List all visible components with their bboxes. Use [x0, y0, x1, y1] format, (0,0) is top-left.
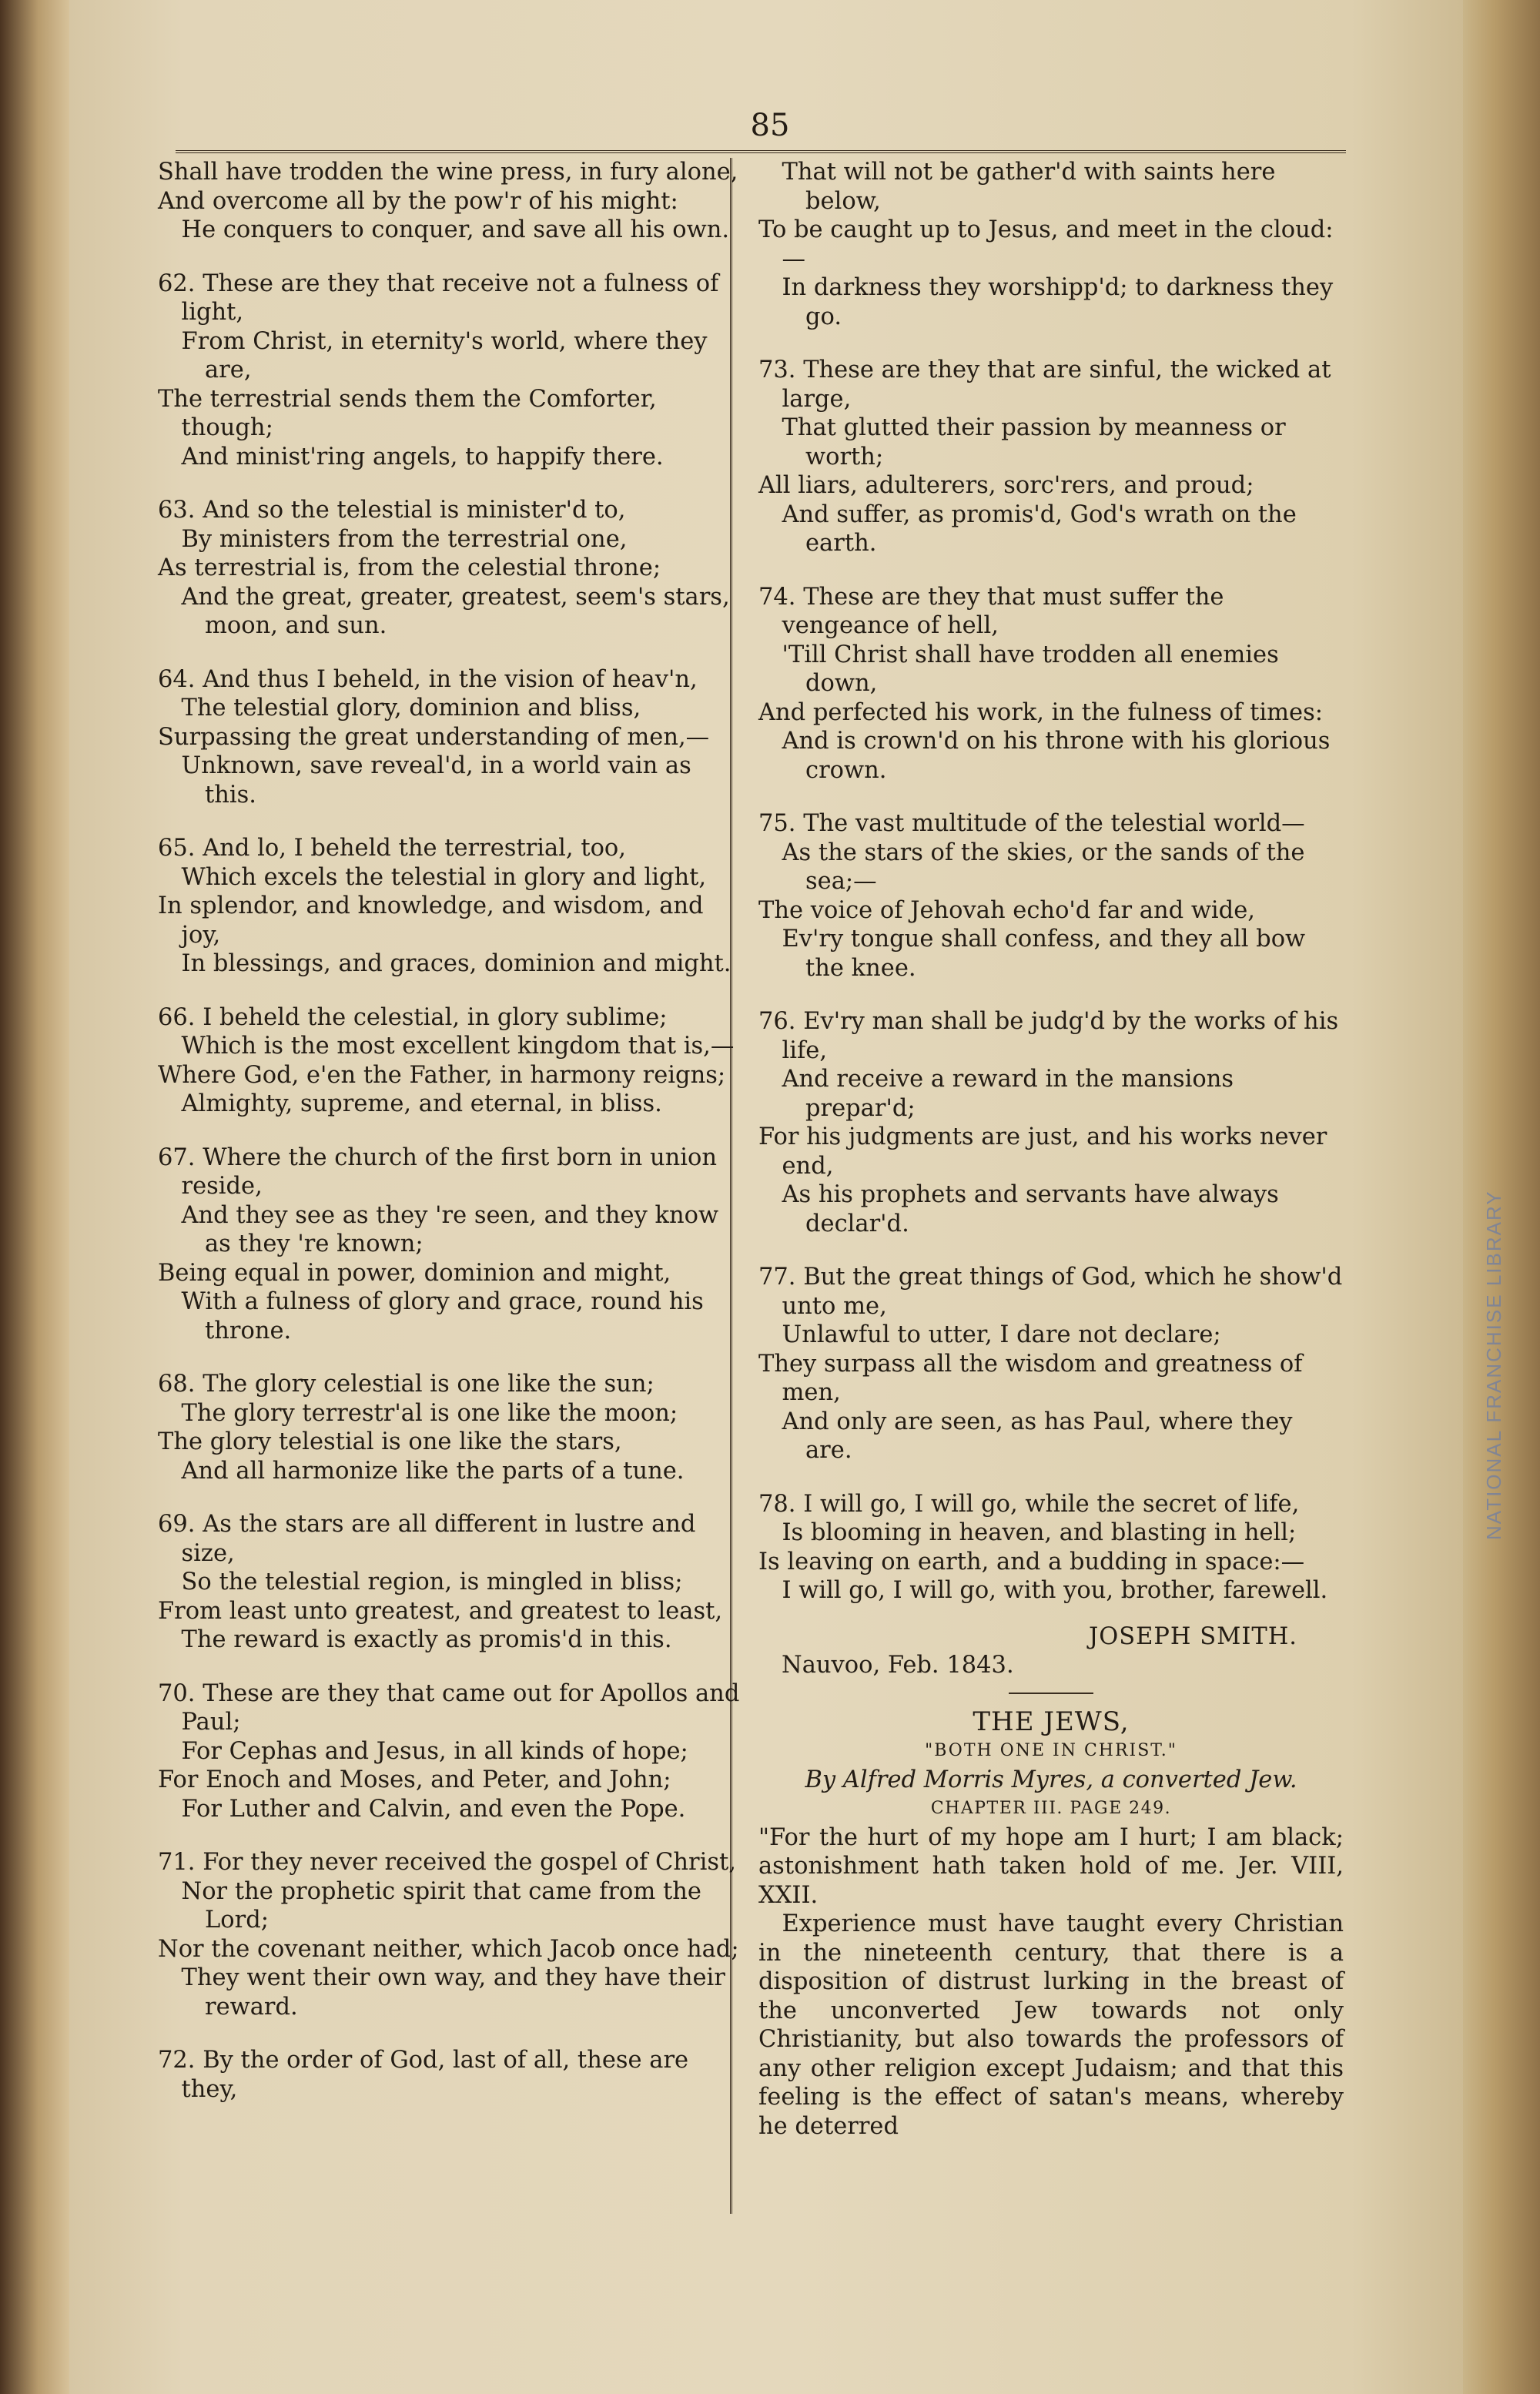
verse-line: For Cephas and Jesus, in all kinds of hope; — [181, 1737, 688, 1765]
verse-line: And the great, greater, greatest, seem's stars, moon, and sun. — [181, 583, 730, 639]
signature: JOSEPH SMITH. — [1088, 1622, 1297, 1650]
verse-line: As his prophets and servants have always declar'd. — [782, 1181, 1279, 1237]
stanza — [158, 834, 743, 979]
verse-line: Almighty, supreme, and eternal, in bliss. — [181, 1090, 662, 1117]
verse-line: With a fulness of glory and grace, round his throne. — [181, 1288, 704, 1344]
verse-line: Unlawful to utter, I dare not declare; — [782, 1321, 1221, 1348]
verse-line: He conquers to conquer, and save all his own. — [181, 216, 730, 243]
verse-line: 'Till Christ shall have trodden all enemies down, — [782, 641, 1279, 697]
right-column — [758, 158, 1344, 2141]
stanza — [158, 1003, 743, 1119]
verse-line: 70. These are they that came out for Apollos and Paul; — [158, 1679, 740, 1736]
section-rule — [1009, 1693, 1093, 1694]
stanza — [158, 158, 743, 245]
epigraph: "For the hurt of my hope am I hurt; I am black; astonishment hath taken hold of me. Jer. VIII, XXII. — [758, 1823, 1344, 1909]
poem-continuation — [758, 158, 1344, 1605]
verse-line: 75. The vast multitude of the telestial world— — [758, 810, 1305, 837]
verse-line: They went their own way, and they have their reward. — [181, 1964, 725, 2021]
verse-line: The glory terrestr'al is one like the moon; — [181, 1399, 678, 1427]
verse-line: The voice of Jehovah echo'd far and wide, — [758, 896, 1255, 924]
verse-line: That glutted their passion by meanness or worth; — [782, 414, 1286, 470]
verse-line: The telestial glory, dominion and bliss, — [181, 695, 641, 722]
stanza — [158, 1370, 743, 1485]
stanza — [158, 1679, 743, 1824]
verse-line: And only are seen, as has Paul, where they are. — [782, 1408, 1293, 1464]
page-number: 85 — [750, 108, 790, 143]
verse-line: 71. For they never received the gospel of Christ, — [158, 1849, 736, 1876]
verse-line: All liars, adulterers, sorc'rers, and proud; — [758, 472, 1254, 499]
stanza — [158, 496, 743, 641]
verse-line: Unknown, save reveal'd, in a world vain as this. — [181, 752, 691, 809]
left-column — [158, 158, 743, 2128]
verse-line: The glory telestial is one like the stars, — [158, 1428, 622, 1455]
verse-line: 62. These are they that receive not a fulness of light, — [158, 270, 719, 326]
stanza — [758, 583, 1344, 785]
verse-line: As terrestrial is, from the celestial throne; — [158, 554, 661, 581]
verse-line: For Luther and Calvin, and even the Pope. — [181, 1795, 686, 1823]
verse-line: 63. And so the telestial is minister'd to, — [158, 497, 626, 524]
verse-line: Which excels the telestial in glory and light, — [181, 863, 707, 891]
article-byline: By Alfred Morris Myres, a converted Jew. — [805, 1766, 1297, 1793]
stanza — [158, 665, 743, 810]
verse-line: And minist'ring angels, to happify there. — [181, 443, 664, 470]
verse-line: 68. The glory celestial is one like the sun; — [158, 1371, 654, 1398]
verse-line: Being equal in power, dominion and might, — [158, 1259, 671, 1287]
verse-line: The reward is exactly as promis'd in this. — [181, 1626, 672, 1653]
verse-line: In blessings, and graces, dominion and might. — [181, 950, 732, 977]
verse-line: 64. And thus I beheld, in the vision of heav'n, — [158, 665, 698, 693]
verse-line: 77. But the great things of God, which he show'd unto me, — [758, 1264, 1343, 1320]
verse-line: By ministers from the terrestrial one, — [181, 525, 628, 553]
verse-line: 74. These are they that must suffer the vengeance of hell, — [758, 583, 1224, 639]
stanza — [158, 2046, 743, 2104]
article-subtitle: "BOTH ONE IN CHRIST." — [925, 1741, 1177, 1760]
verse-line: Surpassing the great understanding of men,— — [158, 723, 710, 751]
verse-line: Nor the prophetic spirit that came from the Lord; — [181, 1877, 701, 1934]
verse-line: As the stars of the skies, or the sands of the sea;— — [782, 839, 1305, 895]
library-stamp: NATIONAL FRANCHISE LIBRARY — [1482, 1190, 1505, 1540]
chapter-heading: CHAPTER III. PAGE 249. — [930, 1799, 1172, 1818]
verse-line: 66. I beheld the celestial, in glory sublime; — [158, 1003, 668, 1031]
article-title: THE JEWS, — [973, 1706, 1130, 1737]
verse-line: And perfected his work, in the fulness of times: — [758, 698, 1324, 726]
verse-line: 65. And lo, I beheld the terrestrial, too, — [158, 835, 626, 862]
stanza — [158, 270, 743, 472]
verse-line: 72. By the order of God, last of all, these are they, — [158, 2047, 689, 2103]
verse-line: For Enoch and Moses, and Peter, and John; — [158, 1766, 671, 1793]
verse-line: And overcome all by the pow'r of his might: — [158, 187, 678, 215]
stanza — [158, 1143, 743, 1346]
verse-line: Shall have trodden the wine press, in fury alone, — [158, 159, 738, 186]
article-body: Experience must have taught every Christian in the nineteenth century, that there is a disposition of distrust lurking in the breast of the unconverted Jew towards not only Christianity, but also towards the professors of any other religion except Judaism; and that this feeling is the effect of satan's means, whereby he deterred — [758, 1910, 1344, 2140]
verse-line: Nor the covenant neither, which Jacob once had; — [158, 1935, 739, 1963]
verse-line: And receive a reward in the mansions prepar'd; — [782, 1066, 1234, 1122]
verse-line: From least unto greatest, and greatest to least, — [158, 1597, 723, 1625]
verse-line: From Christ, in eternity's world, where they are, — [181, 327, 708, 383]
verse-line: In darkness they worshipp'd; to darkness they go. — [782, 274, 1334, 330]
verse-line: And is crown'd on his throne with his glorious crown. — [782, 728, 1331, 784]
header-rule — [176, 150, 1346, 153]
stanza — [158, 1848, 743, 2021]
verse-line: And they see as they 're seen, and they know as they 're known; — [181, 1201, 719, 1257]
verse-line: Which is the most excellent kingdom that is,— — [181, 1033, 735, 1060]
verse-line: 67. Where the church of the first born in union reside, — [158, 1143, 718, 1200]
verse-line: So the telestial region, is mingled in bliss; — [181, 1569, 683, 1595]
verse-line: To be caught up to Jesus, and meet in the cloud:— — [758, 216, 1334, 273]
verse-line: 69. As the stars are all different in lustre and size, — [158, 1511, 696, 1567]
stanza — [758, 356, 1344, 558]
stanza — [758, 1490, 1344, 1605]
stanza — [158, 1510, 743, 1655]
stanza — [758, 1263, 1344, 1465]
verse-line: In splendor, and knowledge, and wisdom, and joy, — [158, 892, 704, 949]
verse-line: Ev'ry tongue shall confess, and they all bow the knee. — [782, 926, 1306, 982]
verse-line: I will go, I will go, with you, brother, farewell. — [782, 1577, 1328, 1604]
stanza — [758, 1007, 1344, 1238]
verse-line: They surpass all the wisdom and greatness of men, — [758, 1350, 1303, 1406]
verse-line: Where God, e'en the Father, in harmony reigns; — [158, 1061, 726, 1089]
dateline: Nauvoo, Feb. 1843. — [782, 1652, 1014, 1679]
verse-line: 78. I will go, I will go, while the secret of life, — [758, 1490, 1300, 1518]
stanza — [758, 809, 1344, 983]
verse-line: 76. Ev'ry man shall be judg'd by the works of his life, — [758, 1008, 1339, 1064]
book-gutter — [0, 0, 69, 2394]
verse-line: For his judgments are just, and his works never end, — [758, 1123, 1327, 1180]
verse-line: Is leaving on earth, and a budding in space:— — [758, 1548, 1305, 1575]
verse-line: Is blooming in heaven, and blasting in hell; — [782, 1519, 1297, 1546]
verse-line: 73. These are they that are sinful, the wicked at large, — [758, 357, 1331, 413]
verse-line: That will not be gather'd with saints here below, — [782, 159, 1276, 215]
verse-line: And all harmonize like the parts of a tune. — [181, 1457, 685, 1485]
verse-line: And suffer, as promis'd, God's wrath on the earth. — [782, 501, 1297, 557]
stanza — [758, 158, 1344, 331]
verse-line: The terrestrial sends them the Comforter, though; — [158, 385, 657, 441]
